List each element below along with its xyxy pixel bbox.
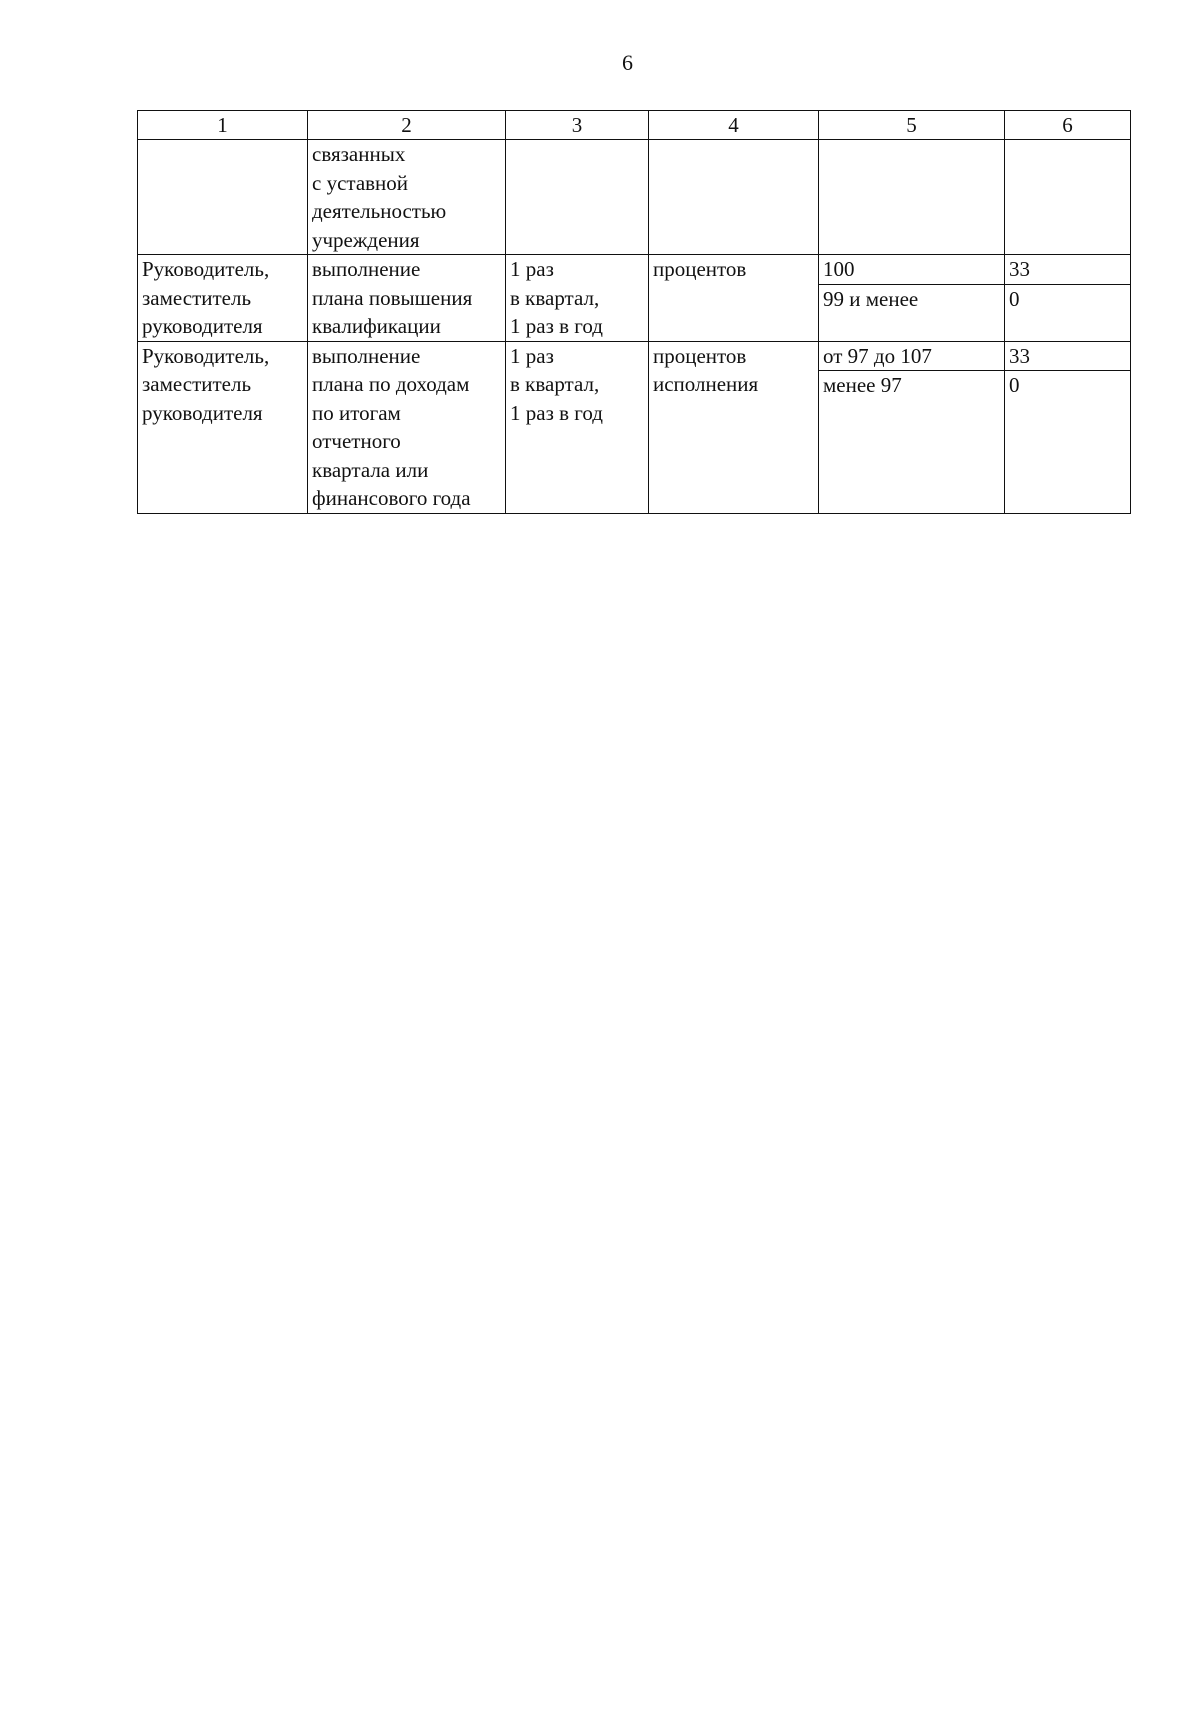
text-line: отчетного bbox=[312, 429, 401, 453]
text-line: процентов bbox=[653, 343, 747, 368]
text-line: 1 раз bbox=[510, 257, 554, 281]
text-line: 1 раз bbox=[510, 343, 554, 368]
cell-position bbox=[138, 140, 308, 255]
cell-criterion: 99 и менее bbox=[819, 284, 1005, 341]
text-line: Руководитель, bbox=[142, 343, 270, 368]
text-line: квартала или bbox=[312, 457, 429, 482]
cell-criterion: от 97 до 107 bbox=[819, 341, 1005, 371]
cell-unit bbox=[649, 255, 819, 342]
column-header-5: 5 bbox=[819, 111, 1005, 140]
table-row bbox=[138, 255, 1131, 285]
text-line: связанных bbox=[312, 142, 406, 166]
table-header-row bbox=[138, 111, 1131, 140]
text-line: Руководитель, bbox=[142, 257, 270, 281]
cell-position bbox=[138, 255, 308, 342]
cell-indicator bbox=[308, 140, 506, 255]
text-line: плана повышения bbox=[312, 285, 473, 310]
table-row bbox=[138, 341, 1131, 371]
cell-position bbox=[138, 341, 308, 513]
page-number: 6 bbox=[622, 50, 633, 75]
cell-periodicity bbox=[506, 255, 649, 342]
text-line: руководителя bbox=[142, 314, 263, 338]
cell-criterion: менее 97 bbox=[819, 371, 1005, 513]
text-line: заместитель bbox=[142, 285, 252, 310]
text-line: исполнения bbox=[653, 372, 759, 396]
cell-unit bbox=[649, 140, 819, 255]
column-header-4: 4 bbox=[649, 111, 819, 140]
text-line: выполнение bbox=[312, 343, 421, 368]
text-line: 1 раз в год bbox=[510, 314, 603, 338]
cell-periodicity bbox=[506, 341, 649, 513]
text-line: 1 раз в год bbox=[510, 400, 603, 425]
cell-score: 33 bbox=[1005, 341, 1131, 371]
text-line: заместитель bbox=[142, 372, 252, 396]
text-line: деятельностью bbox=[312, 199, 447, 223]
cell-indicator bbox=[308, 255, 506, 342]
text-line: финансового года bbox=[312, 486, 471, 510]
cell-score: 33 bbox=[1005, 255, 1131, 285]
cell-periodicity bbox=[506, 140, 649, 255]
column-header-1: 1 bbox=[138, 111, 308, 140]
cell-indicator bbox=[308, 341, 506, 513]
cell-criterion: 100 bbox=[819, 255, 1005, 285]
cell-score: 0 bbox=[1005, 284, 1131, 341]
text-line: по итогам bbox=[312, 400, 401, 425]
cell-criterion bbox=[819, 140, 1005, 255]
column-header-6: 6 bbox=[1005, 111, 1131, 140]
column-header-2: 2 bbox=[308, 111, 506, 140]
text-line: процентов bbox=[653, 257, 747, 281]
text-line: руководителя bbox=[142, 400, 263, 425]
text-line: с уставной bbox=[312, 170, 409, 195]
text-line: выполнение bbox=[312, 257, 421, 281]
cell-score bbox=[1005, 140, 1131, 255]
text-line: плана по доходам bbox=[312, 372, 470, 396]
cell-score: 0 bbox=[1005, 371, 1131, 513]
column-header-3: 3 bbox=[506, 111, 649, 140]
table-row-continuation bbox=[138, 140, 1131, 255]
text-line: учреждения bbox=[312, 227, 420, 252]
text-line: квалификации bbox=[312, 314, 441, 338]
text-line: в квартал, bbox=[510, 285, 600, 310]
criteria-table bbox=[137, 110, 1131, 514]
text-line: в квартал, bbox=[510, 372, 600, 396]
cell-unit bbox=[649, 341, 819, 513]
